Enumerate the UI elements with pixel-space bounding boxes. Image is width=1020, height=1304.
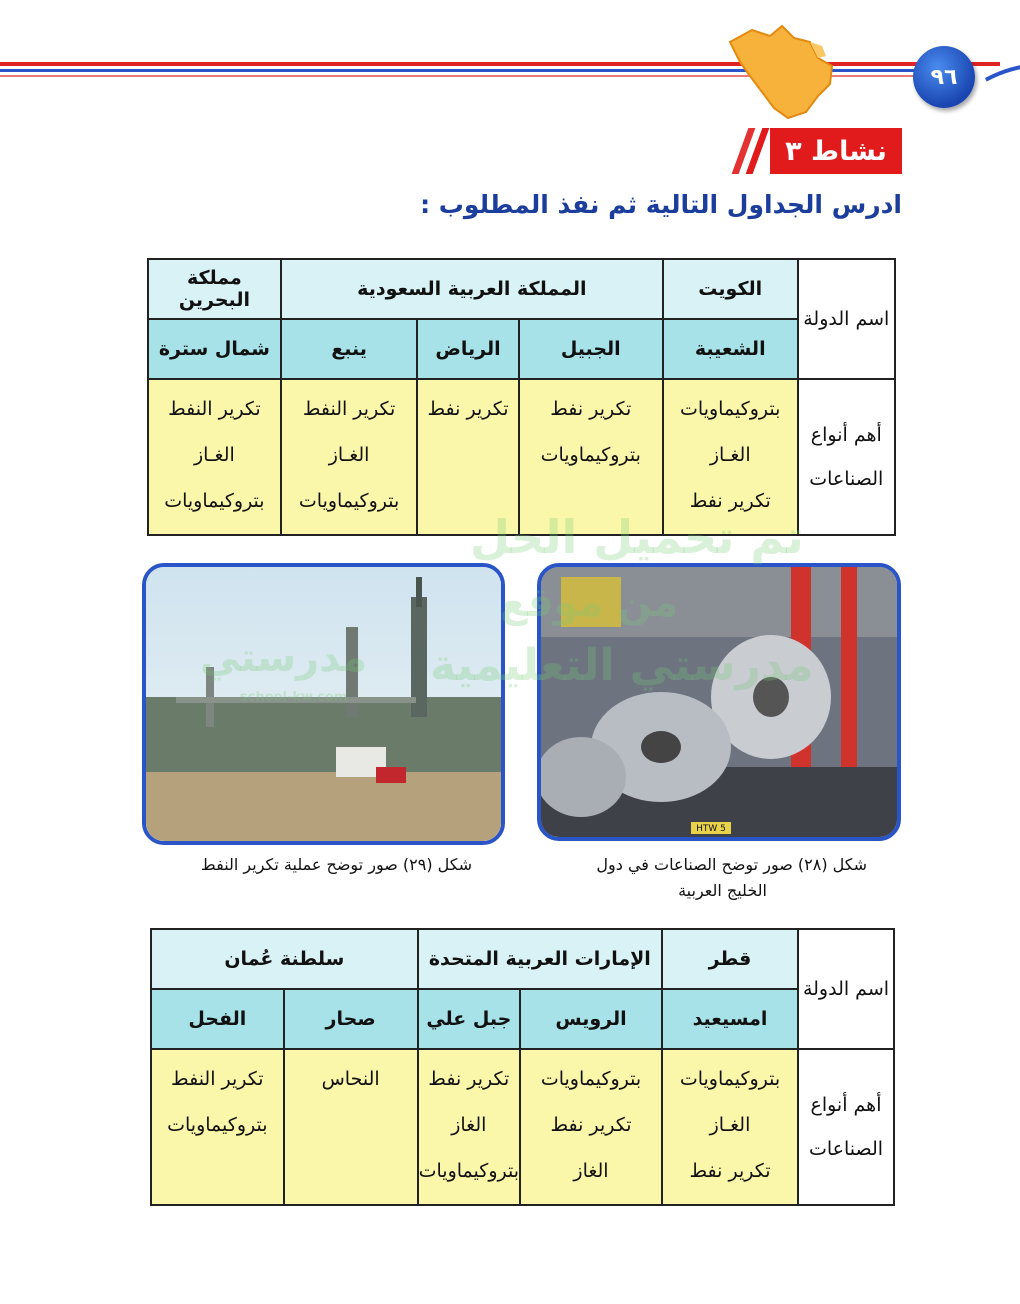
site-mesaieed: امسيعيد [662, 989, 798, 1049]
site-fahal: الفحل [151, 989, 284, 1049]
industry-item: بتروكيماويات [540, 444, 641, 466]
industries-ruwais [520, 1049, 662, 1205]
site-sohar: صحار [284, 989, 418, 1049]
watermark-line2: من موقع [500, 580, 679, 626]
activity-label: نشاط ٣ [770, 128, 902, 174]
country-oman: سلطنة عُمان [151, 929, 418, 989]
figure-29-caption-line1: شكل (٢٩) صور توضح عملية تكرير النفط [200, 855, 472, 874]
watermark-line3: مدرستي التعليمية [430, 640, 814, 691]
watermark-site: school-kw.com [240, 690, 348, 705]
watermark-brand: مدرستي [200, 635, 368, 681]
watermark-line1: تم تحميل الحل [470, 510, 804, 564]
industry-item: بتروكيماويات [418, 1160, 519, 1182]
row-label-country: اسم الدولة [798, 929, 894, 1049]
industry-item: بتروكيماويات [167, 1114, 268, 1136]
figure-28-caption [555, 852, 867, 904]
row-label-industries-text: أهم أنواع الصناعات [809, 424, 884, 490]
coil-label: HTW 5 [696, 824, 726, 834]
row-label-country: اسم الدولة [798, 259, 895, 379]
country-qatar: قطر [662, 929, 798, 989]
site-shuaiba: الشعيبة [663, 319, 798, 379]
page-number-badge [913, 46, 975, 108]
industries-table-2 [150, 928, 895, 1206]
industry-item: تكرير نفط [689, 490, 771, 512]
industry-item: تكرير نفط [689, 1160, 771, 1182]
figure-28-caption-line2: الخليج العربية [678, 881, 767, 900]
industry-item: الغـاز [709, 444, 751, 466]
industry-item: بتروكيماويات [679, 1068, 781, 1090]
industries-mesaieed [662, 1049, 798, 1205]
industry-item: الغـاز [194, 444, 235, 466]
header-red-line [0, 62, 1000, 66]
site-yanbu: ينبع [281, 319, 418, 379]
row-label-industries [798, 1049, 894, 1205]
figure-29-caption [160, 852, 472, 878]
industries-north-sitra [148, 379, 281, 535]
country-saudi-arabia: المملكة العربية السعودية [281, 259, 663, 319]
industry-item: تكرير نفط [550, 1114, 632, 1136]
industries-sohar [284, 1049, 418, 1205]
row-label-industries-text: أهم أنواع الصناعات [808, 1094, 884, 1160]
country-bahrain: مملكة البحرين [148, 259, 281, 319]
industry-item: تكرير نفط [427, 398, 509, 420]
industries-fahal [151, 1049, 284, 1205]
industry-item: بتروكيماويات [298, 490, 400, 512]
industry-item: تكرير نفط [550, 398, 632, 420]
industries-table-1 [147, 258, 896, 536]
industry-item: النحاس [321, 1068, 380, 1090]
site-north-sitra: شمال سترة [148, 319, 281, 379]
country-kuwait: الكويت [663, 259, 798, 319]
instruction-text: ادرس الجداول التالية ثم نفذ المطلوب : [420, 190, 902, 219]
industry-item: بتروكيماويات [164, 490, 265, 512]
industry-item: بتروكيماويات [680, 398, 781, 420]
activity-tag [752, 128, 902, 174]
industries-yanbu [281, 379, 418, 535]
industry-item: تكرير النفط [302, 398, 396, 420]
country-uae: الإمارات العربية المتحدة [418, 929, 662, 989]
industry-item: الغـاز [709, 1114, 751, 1136]
industries-jebel-ali [418, 1049, 520, 1205]
site-jubail: الجبيل [519, 319, 663, 379]
page-number: ٩٦ [930, 64, 958, 90]
industry-item: الغـاز [328, 444, 370, 466]
arabian-peninsula-map-icon [722, 22, 842, 122]
site-ruwais: الرويس [520, 989, 662, 1049]
industry-item: الغاز [573, 1160, 609, 1182]
industry-item: تكرير نفط [428, 1068, 510, 1090]
figure-28-caption-line1: شكل (٢٨) صور توضح الصناعات في دول [596, 855, 867, 874]
industry-item: الغاز [451, 1114, 487, 1136]
industry-item: تكرير النفط [168, 398, 261, 420]
industry-item: تكرير النفط [171, 1068, 264, 1090]
industry-item: بتروكيماويات [540, 1068, 642, 1090]
site-jebel-ali: جبل علي [418, 989, 520, 1049]
site-riyadh: الرياض [417, 319, 518, 379]
row-label-industries [798, 379, 895, 535]
